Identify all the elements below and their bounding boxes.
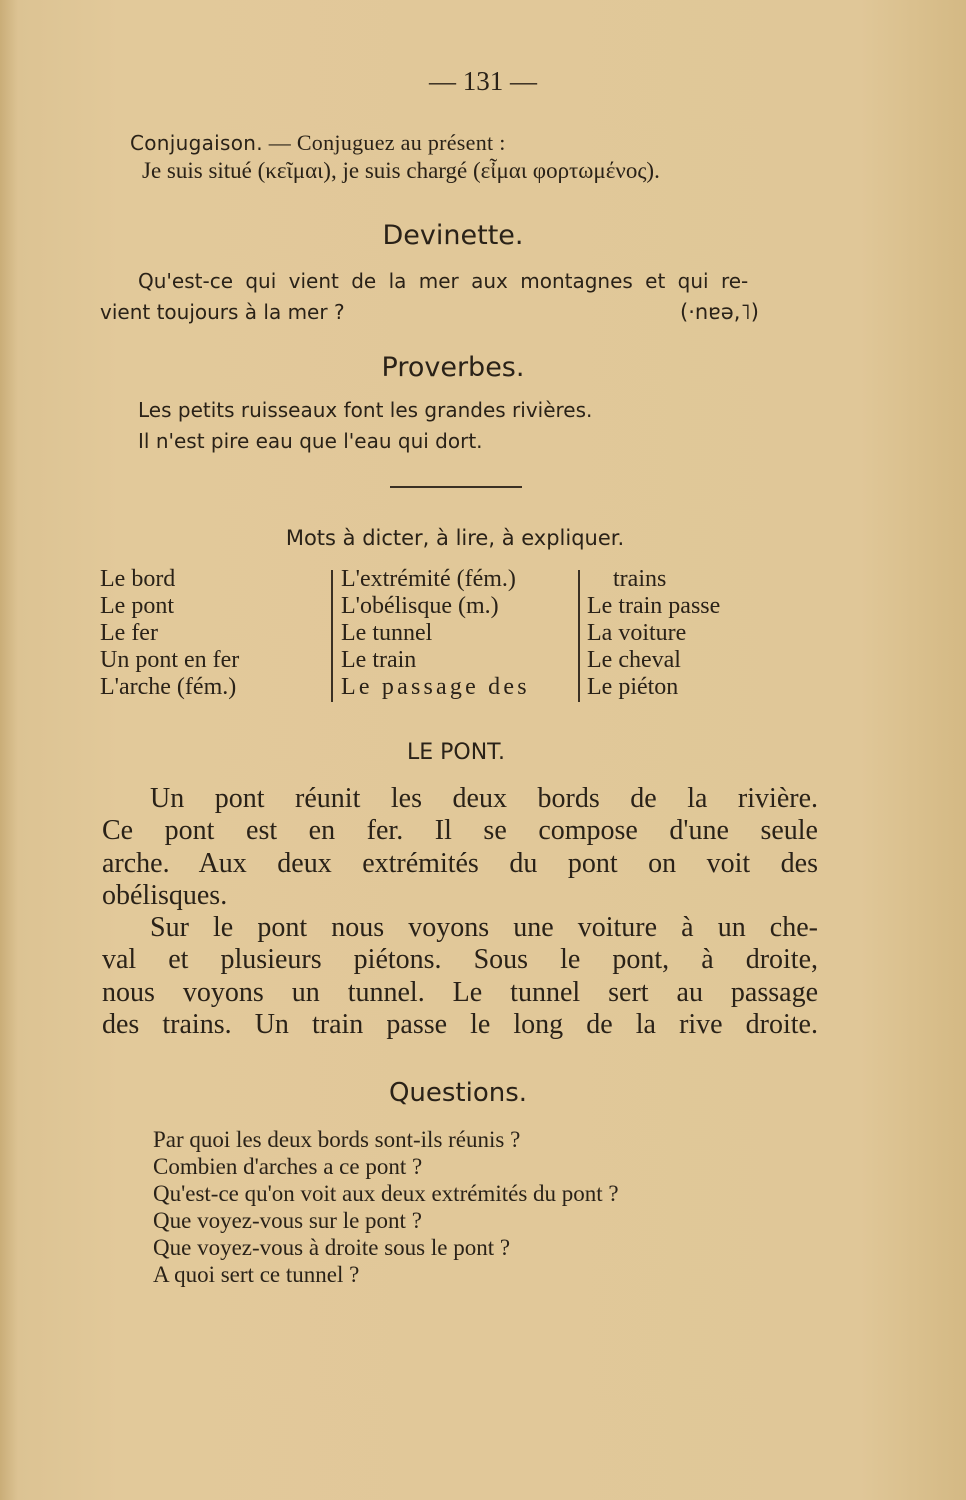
questions-heading: Questions.	[388, 1078, 528, 1108]
vocab-word: Le pont	[100, 593, 174, 619]
devinette-heading: Devinette.	[382, 220, 524, 251]
text-line: Un pont réunit les deux bords de la rivière.	[150, 783, 818, 814]
vocab-word: L'extrémité (fém.)	[341, 566, 516, 592]
question-item: Que voyez-vous sur le pont ?	[153, 1208, 422, 1233]
questions-list	[153, 1126, 619, 1288]
text-line: obélisques.	[102, 879, 228, 911]
vocab-word: Le piéton	[587, 674, 679, 700]
column-separator	[331, 570, 333, 702]
vocab-word: Le train passe	[587, 593, 721, 619]
conjugaison-line: Je suis situé (κεῖμαι), je suis chargé (εἶμαι φορτωμένος).	[142, 158, 660, 183]
vocab-word: L'obélisque (m.)	[341, 593, 499, 619]
proverbes-heading: Proverbes.	[381, 352, 525, 383]
question-item: Que voyez-vous à droite sous le pont ?	[153, 1235, 511, 1260]
vocabulary-heading: Mots à dicter, à lire, à expliquer.	[285, 526, 625, 550]
question-item: A quoi sert ce tunnel ?	[153, 1262, 360, 1287]
reading-text	[102, 783, 818, 1041]
vocab-word: Un pont en fer	[100, 647, 240, 673]
riddle-line-1: Qu'est-ce qui vient de la mer aux montagnes et qui re-	[138, 269, 749, 293]
text-line: Sur le pont nous voyons une voiture à un che-	[150, 912, 818, 944]
vocab-word: Le cheval	[587, 647, 681, 673]
conjugaison-text: — Conjuguez au présent :	[268, 130, 506, 155]
page-number: — 131 —	[429, 66, 537, 96]
vocab-word: La voiture	[587, 620, 687, 646]
text-line: arche. Aux deux extrémités du pont on voit des	[102, 847, 818, 879]
proverb-1: Les petits ruisseaux font les grandes rivières.	[138, 398, 593, 422]
conjugaison-instruction	[130, 130, 506, 156]
reading-heading: LE PONT.	[406, 740, 505, 765]
text-line: val et plusieurs piétons. Sous le pont, à droite,	[102, 944, 818, 976]
reading-paragraph-1	[102, 783, 818, 912]
vocab-word: Le bord	[100, 566, 176, 592]
vocab-word: L'arche (fém.)	[100, 674, 237, 700]
text-line: des trains. Un train passe le long de la rive droite.	[102, 1009, 818, 1041]
vocabulary-column-3	[587, 566, 720, 701]
conjugaison-label: Conjugaison.	[130, 131, 263, 155]
section-divider	[390, 486, 522, 488]
reading-paragraph-2	[102, 912, 818, 1041]
column-separator	[578, 570, 580, 702]
text-line: nous voyons un tunnel. Le tunnel sert au passage	[102, 976, 818, 1008]
proverb-2: Il n'est pire eau que l'eau qui dort.	[138, 429, 483, 453]
vocab-word: trains	[613, 566, 667, 592]
question-item: Qu'est-ce qu'on voit aux deux extrémités du pont ?	[153, 1181, 619, 1206]
question-item: Combien d'arches a ce pont ?	[153, 1154, 423, 1179]
question-item: Par quoi les deux bords sont-ils réunis ?	[153, 1127, 521, 1152]
vocab-word: Le train	[341, 647, 417, 673]
vocabulary-column-2	[341, 566, 530, 701]
vocabulary-column-1	[100, 566, 239, 701]
vocab-word: Le passage des	[341, 674, 530, 700]
text-line: Ce pont est en fer. Il se compose d'une seule	[102, 815, 818, 847]
riddle-line-2: vient toujours à la mer ?	[100, 300, 345, 324]
vocab-word: Le fer	[100, 620, 158, 646]
riddle-answer: (·nɐǝ,˥)	[680, 300, 759, 324]
vocab-word: Le tunnel	[341, 620, 433, 646]
